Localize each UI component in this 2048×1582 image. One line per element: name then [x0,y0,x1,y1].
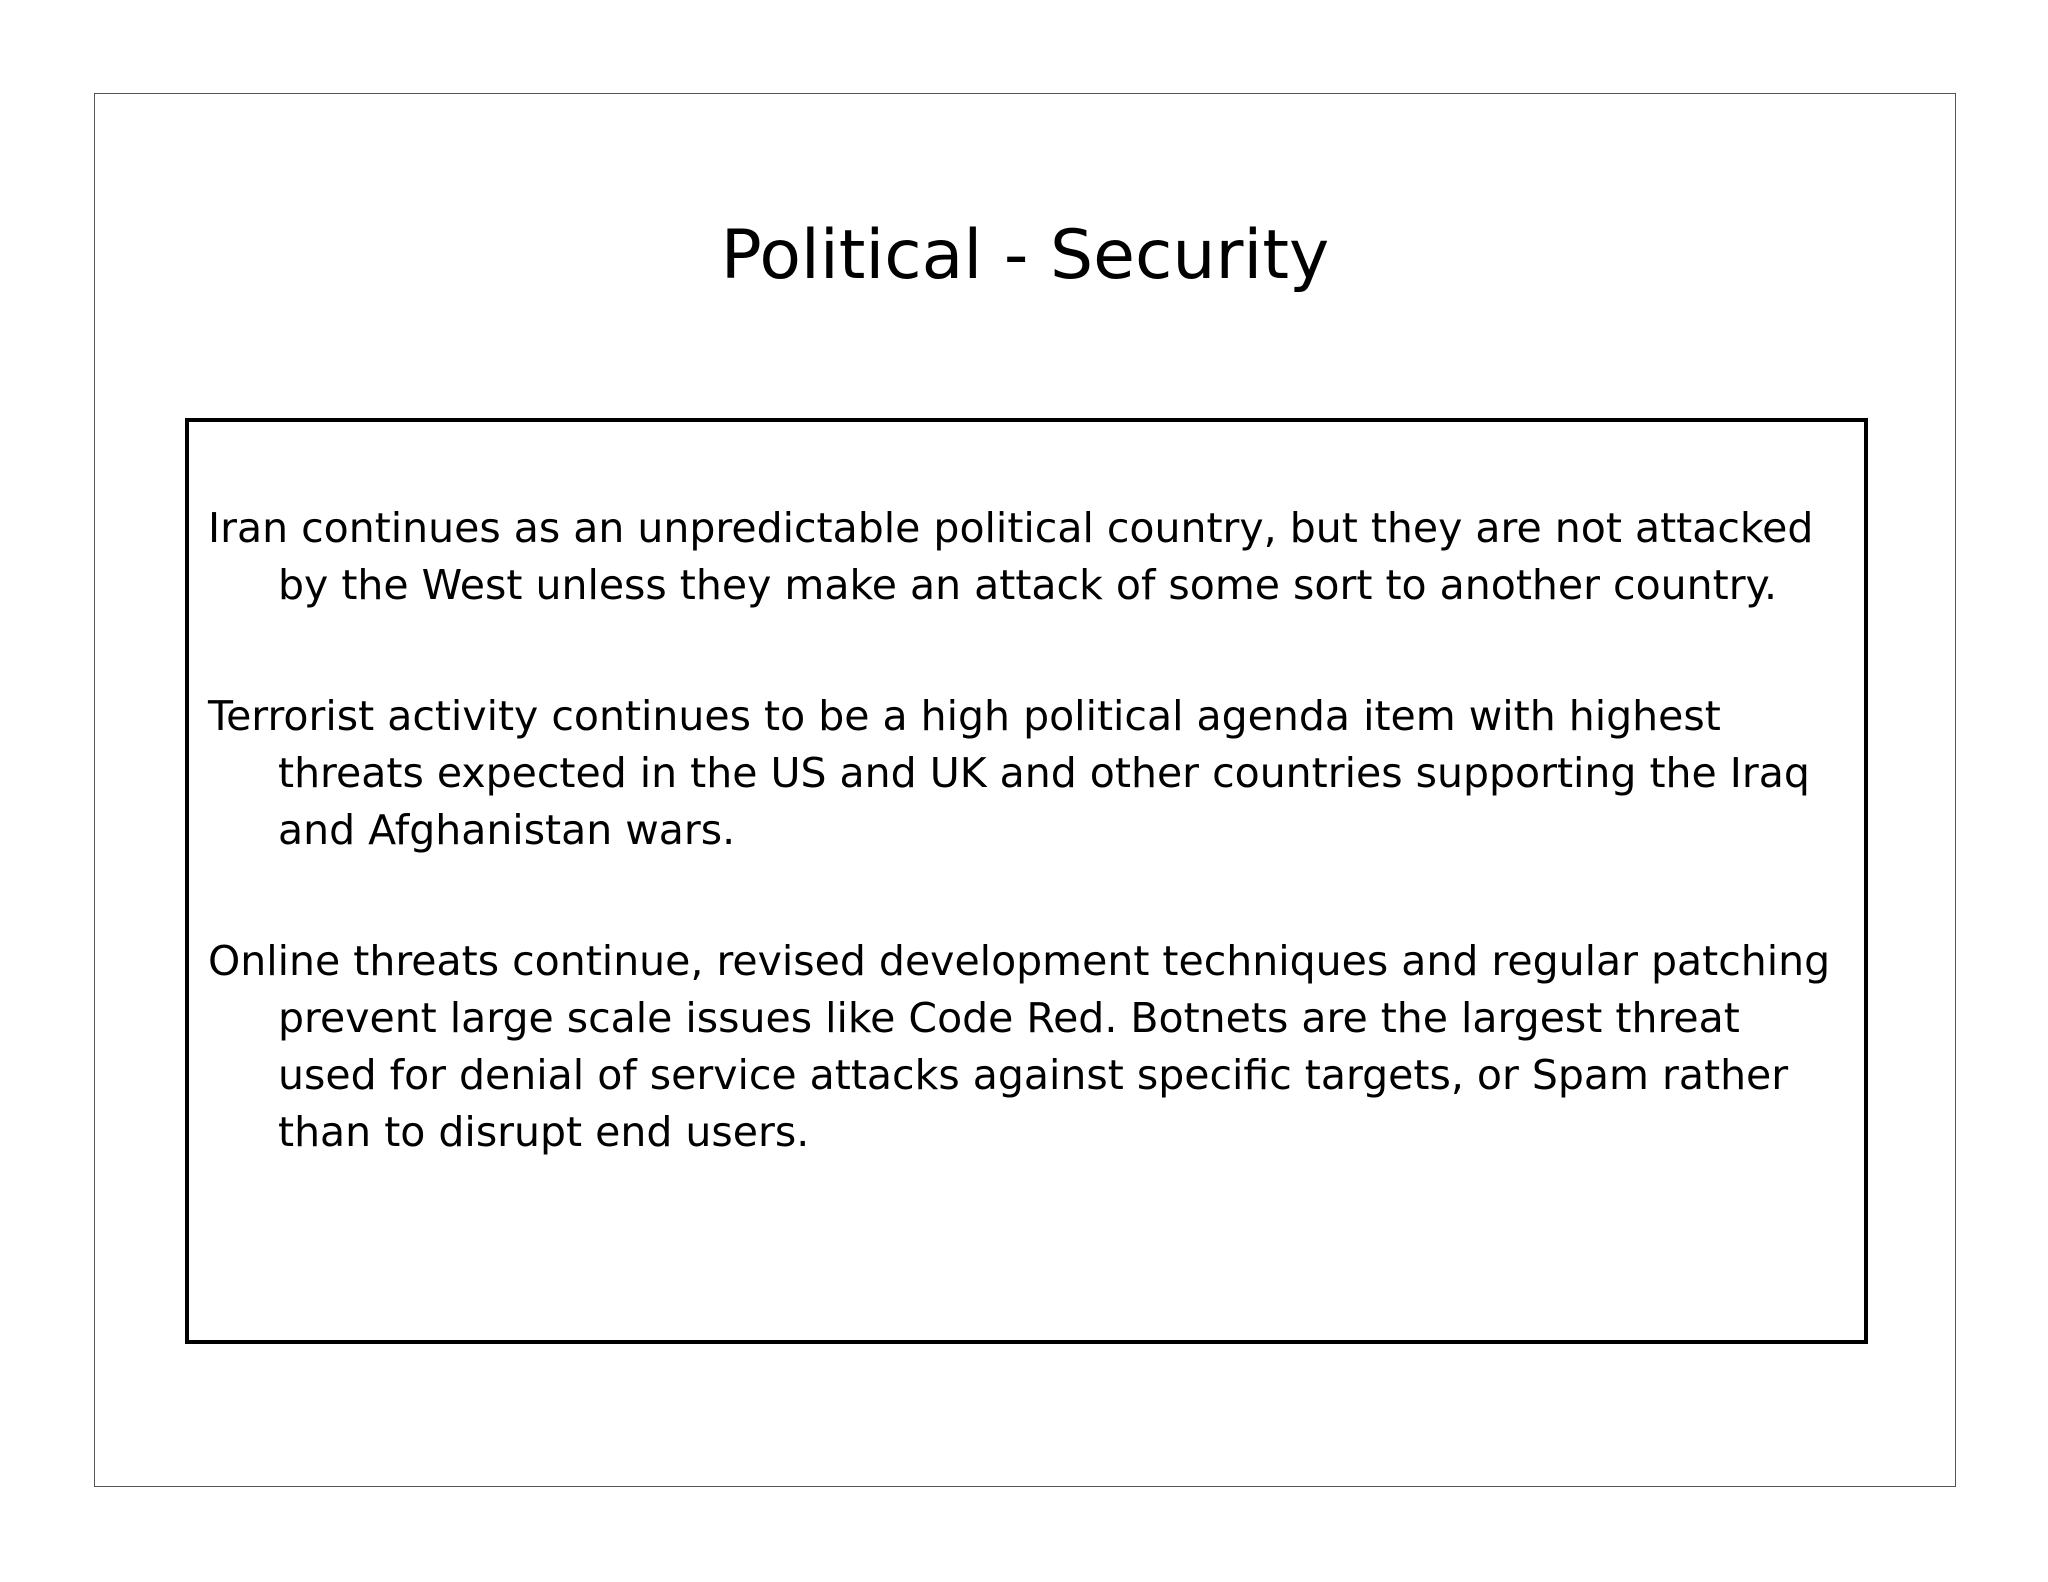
slide-title: Political - Security [720,216,1330,295]
bullet-item-online-threats: Online threats continue, revised development techniques and regular patching prevent large scale issues like Code Red. Botnets are the largest threat used for denial of service attacks against specific targets, or Spam rather than to disrupt end users. [208,937,1831,1156]
bullet-item-iran: Iran continues as an unpredictable political country, but they are not attacked by the West unless they make an attack of some sort to another country. [208,504,1814,609]
bullet-item-terrorism: Terrorist activity continues to be a high political agenda item with highest threats expected in the US and UK and other countries supporting the Iraq and Afghanistan wars. [208,692,1810,854]
bullet-list [208,500,1848,1235]
